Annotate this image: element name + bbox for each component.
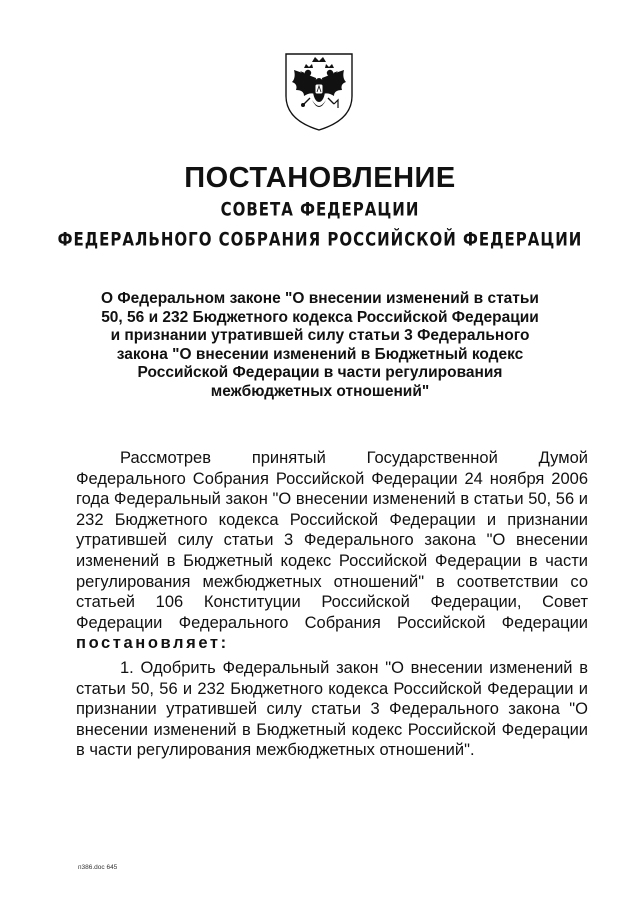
issuing-body-line1: СОВЕТА ФЕДЕРАЦИИ — [220, 197, 420, 221]
document-subject: О Федеральном законе "О внесении изменений в статьи 50, 56 и 232 Бюджетного кодекса Российской Федерации и признании утратившей силу статьи 3 Федерального закона "О внесении изменений в Бюджетный кодекс Российской Федерации в части регулирования межбюджетных отношений" — [101, 290, 539, 400]
preamble-paragraph — [76, 448, 588, 654]
decision-paragraph: 1. Одобрить Федеральный закон "О внесении изменений в статьи 50, 56 и 232 Бюджетного кодекса Российской Федерации и признании утратившей силу статьи 3 Федерального закона "О внесении изменений в Бюджетный кодекс Российской Федерации в части регулирования межбюджетных отношений". — [76, 659, 588, 760]
preamble-text: Рассмотрев принятый Государственной Думой Федерального Собрания Российской Федерации 24 ноября 2006 года Федеральный закон "О внесении изменений в статьи 50, 56 и 232 Бюджетного кодекса Российской Федерации и признании утратившей силу статьи 3 Федерального закона "О внесении изменений в Бюджетный кодекс Российской Федерации в части регулирования межбюджетных отношений" в соответствии со статьей 106 Конституции Российской Федерации, Совет Федерации Федерального Собрания Российской Федерации — [76, 449, 588, 632]
document-title: ПОСТАНОВЛЕНИЕ — [184, 162, 456, 194]
file-code: п386.doc 645 — [78, 864, 118, 871]
issuing-body-line2: ФЕДЕРАЛЬНОГО СОБРАНИЯ РОССИЙСКОЙ ФЕДЕРАЦИИ — [57, 227, 583, 251]
decides-word: постановляет: — [76, 634, 229, 653]
russian-coat-of-arms-icon — [282, 48, 356, 132]
